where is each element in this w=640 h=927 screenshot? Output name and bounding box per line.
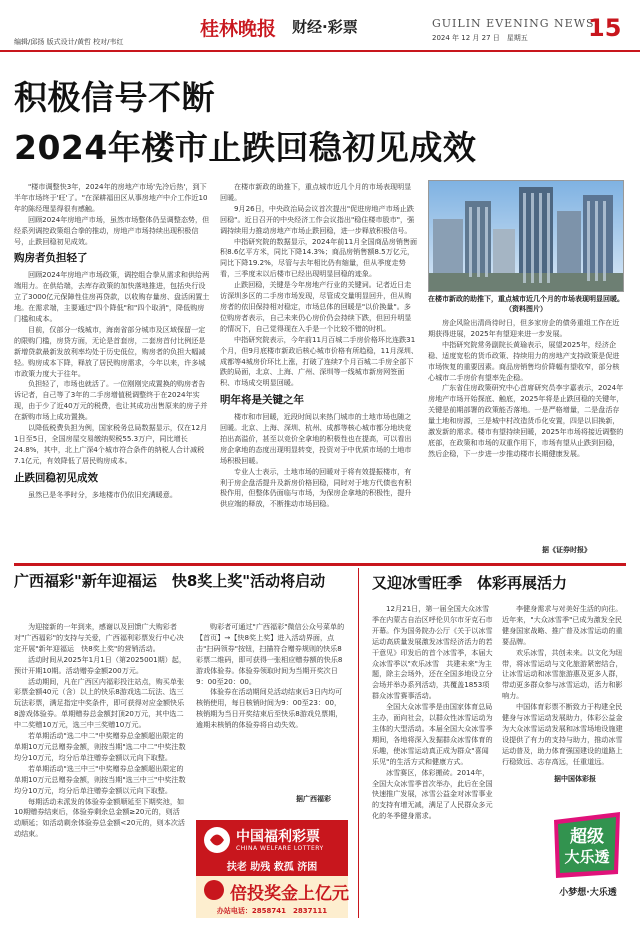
paragraph: 在楼市新政的助推下，重点城市近几个月的市场表现明显回暖。 bbox=[220, 182, 412, 202]
phone-line bbox=[196, 904, 348, 918]
prize-banner bbox=[196, 876, 348, 904]
masthead-logo: 桂林晚报 bbox=[200, 18, 277, 40]
phone-numbers: 2858741 2837111 bbox=[251, 907, 328, 915]
main-column-3 bbox=[428, 318, 626, 530]
paragraph: 活动时间从2025年1月1日（第2025001期）起，预计开期10期。活动赠券金额200万元。 bbox=[14, 654, 186, 675]
paragraph: 楼市和市回暖，近段时间以来热门城市的土地市场也随之回暖。北京、上海、深圳、杭州、成都等核心城市都分地块竞拍出高溢价，甚至以竞价全拿地的积极性也在提高，可以看出房企拿地的态度出现明显转变，投资对于中优质市场的土地市场积极回暖。 bbox=[220, 412, 412, 465]
welfare-article-credit: 据广西福彩 bbox=[296, 795, 331, 803]
paragraph: 目前，仅部分一线城市，海南省部分城市及区域保留一定的限购门槛，房贷方面，无论是首套房，二套房首付比例还是新增贷款最新发放利率均处于历史低位，购房者的负担大幅减轻。购房成本下降，释放了居民购房需求，今年以来，许多城市政策力度大于往年。 bbox=[14, 324, 206, 378]
paragraph: 以降低税费负担为例，国家税务总局数据显示，仅在12月1日至5日，全国房屋交易缴纳契税55.3万户，同比增长24.8%，其中，北上广深4个城市符合条件的纳税人合计减税7.1亿元，有效降低了居民购房成本。 bbox=[14, 423, 208, 465]
sports-article-credit: 据中国体彩报 bbox=[554, 775, 596, 783]
paragraph: 中指研究院表示，今年前11月百城二手房价格环比连跌31个月，但9月底楼市新政后核心城市价格有所趋稳，11月深圳、成都等4城房价环比上涨，打破了连续7个月百城二手房全部下跌的局面，北京、上海、广州、深圳等一线城市新房网签面积、市场成交明显回暖。 bbox=[220, 334, 418, 388]
column-divider bbox=[358, 568, 359, 918]
paragraph: 专业人士表示，土地市场的回暖对于将有效提振楼市，有利于房企盘活提升及新房价格回稳，同时对于地方代债也有积极作用，但整体仍面临与市场，为保房企拿地的积极性，提升供应端的释放，不断推动市场回稳。 bbox=[220, 466, 412, 509]
main-article-credit: 据《证券时报》 bbox=[542, 546, 591, 554]
paragraph: 中指研究院常务副院长黄瑜表示，展望2025年，经济企稳、适度宽松的货币政策、持续用力的房地产支持政策是促进市场恢复的重要因素。商品房销售均价降幅有望收窄，部分核心城市二手房价有望率先企稳。 bbox=[428, 339, 620, 382]
paragraph: 购彩者可通过"广西福彩"微信公众号菜单的【首页】→【快8奖上奖】进入活动界面，点击"扫码领券"按钮，扫描符合赠券规则的快乐8彩票二维码，即可获得一张相应赠券额的快乐8游戏体验券。体验券领取时间为当期开奖次日9：00至20：00。 bbox=[196, 622, 345, 686]
phone-label: 办站电话： bbox=[216, 907, 252, 915]
headline-line1: 积极信号不断 bbox=[14, 78, 215, 117]
paragraph: 12月21日，第一届全国大众冰雪季在内蒙古自治区呼伦贝尔市牙克石市开幕。作为国务院办公厅《关于以冰雪运动高质量发展激发冰雪经济活力的若干意见》印发后的首个冰雪季，本届大众冰雪季以"欢乐冰雪 共建未来"为主题，除主会场外，还在全国多地设立分会场并举办系列活动，共覆盖1853项群众冰雪赛事活动。 bbox=[372, 604, 493, 701]
paragraph: 房企风险出清尚待时日，但多家房企的债务重组工作在近期获得进展，2025年有望迎来进一步发展。 bbox=[428, 318, 620, 338]
paragraph: 中国体育彩票不断致力于构建全民健身与冰雪运动发展助力，体彩公益金为大众冰雪运动发展和冰雪场地设施建设提供了有力的支持与助力，推动冰雪运动普及，助力体育强国建设的道路上行稳致远、志存高远，任重道远。 bbox=[502, 702, 623, 766]
super-lotto-logo-line1: 超级 bbox=[570, 827, 604, 847]
paragraph: 体验券在活动期间兑活动结束后3日内均可核销使用，每日核销时间为9：00至23：00，核销期为当日开奖结束后至快乐8游戏兑票期，逾期未核销的体验券将自动失效。 bbox=[196, 687, 343, 730]
welfare-slogan: 扶老 助残 救孤 济困 bbox=[196, 860, 348, 876]
photo-caption: 在楼市新政的助推下，重点城市近几个月的市场表现明显回暖。（资料图片） bbox=[428, 295, 624, 313]
main-column-1 bbox=[14, 182, 210, 557]
paragraph: 回顾2024年房地产市场政策，调控组合拳从需求和供给两端用力。在供给端，去库存政策的加快落地推进，包括央行设立了3000亿元保障性住房再贷款，以收购存量房、盘活闲置土地。在需求端，主要通过"四个降低"和"四个取消"，降低购房门槛和成本。 bbox=[14, 270, 210, 323]
headline-line2: 2024年楼市止跌回稳初见成效 bbox=[14, 128, 477, 167]
sports-column-2 bbox=[502, 604, 626, 772]
subheading: 明年将是关键之年 bbox=[220, 394, 304, 407]
paragraph: 欢乐冰雪，共创未来。以文化为纽带，将冰雪运动与文化旅游紧密结合，让冰雪运动和冰雪旅游惠及更多人群，带动更多群众参与冰雪运动，活力和影响力。 bbox=[502, 647, 623, 701]
welfare-lottery-emblem-icon bbox=[202, 825, 232, 855]
paragraph: 负担轻了，市场也就活了。一位刚刚完成置换的购房者告诉记者，自己等了3年的二手房增值税调整终于在2024年实现，由于少了近40万元的税费，也让其成功出售原来的房子并在新购市场上成功置换。 bbox=[14, 379, 208, 422]
date-line: 2024 年 12 月 27 日 星期五 bbox=[432, 34, 528, 42]
paragraph: 冰雪赛区，体彩搬砖。2014年，全国大众冰雪季首次举办，此后在全国快速推广发展，冰雪公益金对冰雪事业的支持有增无减，满足了人民群众多元化的冬季健身需求。 bbox=[372, 767, 493, 821]
skyline-photo bbox=[428, 180, 624, 292]
paragraph: 活动期间，凡在广西区内福彩投注站点，购买单张彩票金额40元（含）以上的快乐8游戏选二玩法、选三玩法彩票，满足指定中奖条件，即可获得对应金额快乐8游戏体验券。单期赠券总金额封顶20万元，其中选二中二奖赠10万元，选三中三奖赠10万元。 bbox=[14, 676, 185, 730]
subheading: 购房者负担轻了 bbox=[14, 252, 88, 265]
welfare-column-2 bbox=[196, 622, 348, 782]
section-name: 财经·彩票 bbox=[292, 18, 358, 36]
section-divider bbox=[14, 563, 626, 566]
super-lotto-logo-line2: 大乐透 bbox=[564, 848, 610, 866]
prize-text: 倍投奖金上亿元 bbox=[230, 884, 349, 904]
welfare-article-title: 广西福彩"新年迎福运 快8奖上奖"活动将启动 bbox=[14, 572, 326, 590]
paragraph: 若单期活动"选二中二"中奖赠券总金额超出限定的单期10万元总赠券金额，则按当期"选二中二"中奖注数均分10万元，均分后单注赠券金额以元向下取整。 bbox=[14, 731, 186, 762]
super-lotto-logo bbox=[548, 806, 626, 884]
subheading: 止跌回稳初见成效 bbox=[14, 471, 98, 484]
paragraph: 止跌回稳，关键是今年房地产行业的关键词。记者近日走访深圳多区的二手房市场发现，尽管成交量明显回升，但从购房者的依旧保持相对稳定，市场总体的回暖是"以价换量"。多位购房者表示，自己未来仍心房价仍会持续下跌，但回升明显的情况下，自己觉得现在入手是一个比较不错的时机。 bbox=[220, 280, 412, 333]
english-name: GUILIN EVENING NEWS bbox=[432, 17, 595, 30]
coin-icon bbox=[204, 880, 224, 900]
super-lotto-slogan: 小梦想·大乐透 bbox=[559, 888, 617, 898]
welfare-column-1 bbox=[14, 622, 186, 918]
welfare-lottery-logo-english: CHINA WELFARE LOTTERY bbox=[236, 845, 324, 852]
paragraph: 虽然已是冬季时分，多地楼市仍依旧充满暖意。 bbox=[28, 489, 177, 499]
editors-line: 编辑/邱扬 版式设计/黄哲 校对/韦红 bbox=[14, 38, 124, 46]
welfare-lottery-logo-bar bbox=[196, 820, 348, 860]
paragraph: 回顾2024年房地产市场，虽然市场整体仍呈调整态势，但经系列调控政策组合拳的推动，房地产市场持续出现积极信号，止跌回稳初见成效。 bbox=[14, 214, 210, 246]
paragraph: 李健身需求与对美好生活的向往。近年来，"大众冰雪季"已成为激发全民健身国家战略、推广普及冰雪运动的重要品牌。 bbox=[502, 604, 623, 646]
paragraph: 全国大众冰雪季是由国家体育总局主办，面向社会，以群众性冰雪运动为主体的大型活动。本届全国大众冰雪季期间，各地将深入发掘群众冰雪体育的乐趣，使冰雪运动真正成为群众"喜闻乐见"的生活方式和健康方式。 bbox=[372, 702, 493, 766]
paragraph: 若单期活动"选三中三"中奖赠券总金额超出限定的单期10万元总赠券金额，则按当期"选三中三"中奖注数均分10万元，均分后单注赠券金额以元向下取整。 bbox=[14, 763, 186, 795]
main-column-2 bbox=[220, 182, 418, 557]
sports-column-1 bbox=[372, 604, 494, 918]
city-skyline-image bbox=[429, 181, 624, 292]
paragraph: 9月26日，中央政治局会议首次提出"促进房地产市场止跌回稳"。近日召开的中央经济工作会议指出"稳住楼市股市"，强调持续用力推动房地产市场止跌回稳，进一步释放积极信号。 bbox=[220, 203, 415, 235]
paragraph: 广东省住房政策研究中心首席研究员李宇嘉表示，2024年房地产市场开始探底、触底，2025年将是止跌回稳的关键年，关键是前期部署的政策能否落地。一是严格增量，二是盘活存量土地和房源，三是城中村改造货币化安置，四是以旧换新，激发新的需求。楼市有望持续回暖，2025年市场将接近调整的底部，在政策和市场的双重作用下，市场有望从止跌到回稳，然后企稳，下一步进一步推动楼市长期健康发展。 bbox=[428, 383, 624, 458]
welfare-lottery-logo-text: 中国福利彩票 bbox=[236, 829, 320, 845]
paragraph: "楼市调整快3年，2024年的房地产市场'先冷后热'，到下半年市场终于'旺'了。"在深耕福田区从事房地产中介工作近10年的陈经理显得很有感触。 bbox=[14, 182, 208, 213]
paragraph: 每期活动未派发的体验券金额顺延至下期奖池，如10期赠券结束后，体验券剩余总金额≥20元的，则活动顺延；如活动剩余体验券总金额<20元的，则本次活动结束。 bbox=[14, 796, 186, 839]
paragraph: 中指研究院的数据显示，2024年前11月全国商品房销售面积8.6亿平方米，同比下降14.3%；商品房销售额8.5万亿元，同比下降19.2%，尽管与去年相比仍有缩量，但从季度走势看，三季度末以后楼市已经出现明显回稳的迹象。 bbox=[220, 236, 418, 279]
sports-article-title: 又迎冰雪旺季 体彩再展活力 bbox=[372, 574, 568, 592]
paragraph: 为迎接新的一年到来，感谢以及回馈广大购彩者对"广西福彩"的支持与关爱，广西福利彩票发行中心决定开展"新年迎福运 快8奖上奖"的营销活动。 bbox=[14, 622, 184, 653]
page-number: 15 bbox=[588, 14, 622, 42]
